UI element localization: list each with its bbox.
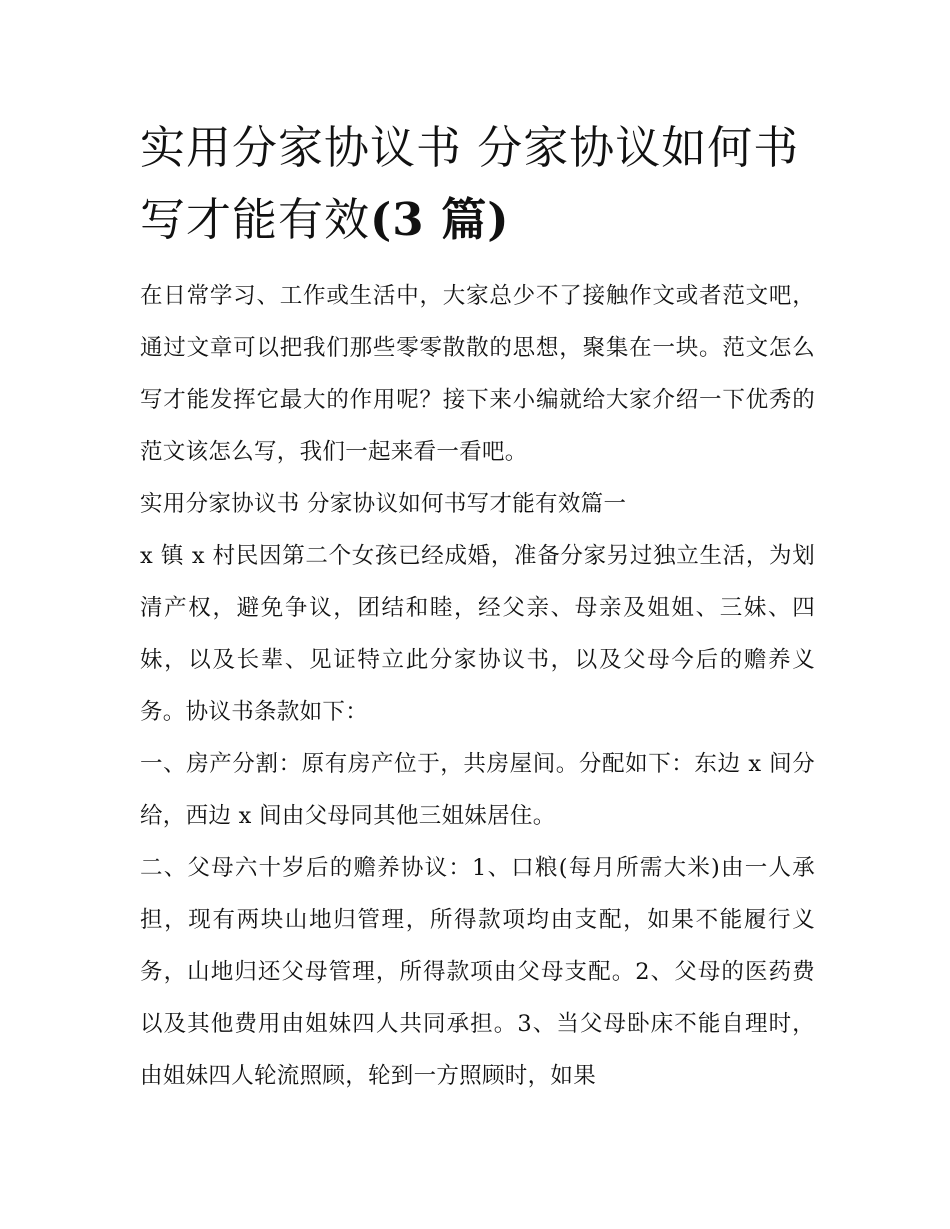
clause-property-division: 一、房产分割：原有房产位于，共房屋间。分配如下：东边 x 间分给，西边 x 间由父母同其他三姐妹居住。 <box>140 751 815 829</box>
document-body <box>140 270 815 1102</box>
intro-paragraph: 在日常学习、工作或生活中，大家总少不了接触作文或者范文吧，通过文章可以把我们那些零零散散的思想，聚集在一块。范文怎么写才能发挥它最大的作用呢？接下来小编就给大家介绍一下优秀的范文该怎么写，我们一起来看一看吧。 <box>140 283 815 465</box>
document-content <box>140 112 815 1102</box>
clause-parent-support: 二、父母六十岁后的赡养协议：1、口粮(每月所需大米)由一人承担，现有两块山地归管理，所得款项均由支配，如果不能履行义务，山地归还父母管理，所得款项由父母支配。2、父母的医药费以及其他费用由姐妹四人共同承担。3、当父母卧床不能自理时，由姐妹四人轮流照顾，轮到一方照顾时，如果 <box>140 855 815 1089</box>
section-heading: 实用分家协议书 分家协议如何书写才能有效篇一 <box>140 491 627 517</box>
document-title <box>140 112 815 256</box>
body-paragraph: x 镇 x 村民因第二个女孩已经成婚，准备分家另过独立生活，为划清产权，避免争议，团结和睦，经父亲、母亲及姐姐、三妹、四妹，以及长辈、见证特立此分家协议书，以及父母今后的赡养义务。协议书条款如下： <box>140 543 815 725</box>
document-title-count: (3 篇) <box>370 193 510 246</box>
document-title-main: 实用分家协议书 分家协议如何书写才能有效 <box>140 121 800 246</box>
